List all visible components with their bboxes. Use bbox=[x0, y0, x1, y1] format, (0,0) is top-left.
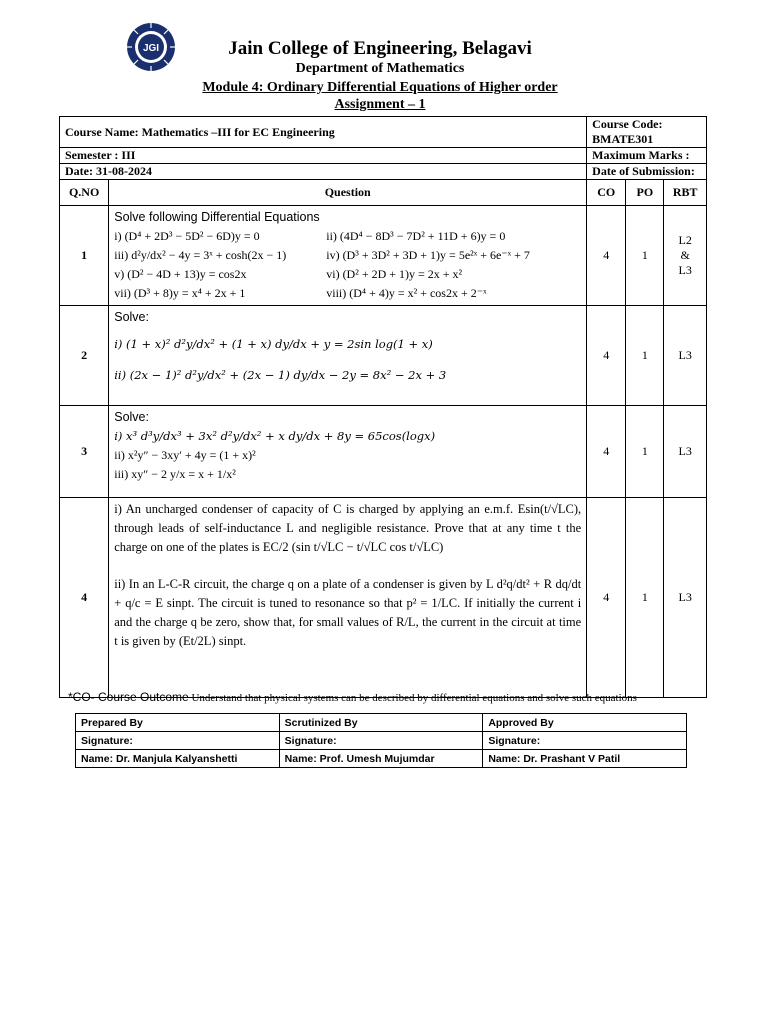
question-row-3 bbox=[60, 406, 707, 498]
q1-item-ii: ii) (4D⁴ − 8D³ − 7D² + 11D + 6)y = 0 bbox=[326, 229, 506, 243]
date-of-submission: Date of Submission: bbox=[587, 164, 707, 180]
department-name: Department of Mathematics bbox=[295, 61, 465, 76]
col-question: Question bbox=[109, 180, 587, 206]
co-4: 4 bbox=[587, 498, 626, 698]
q1-item-vi: vi) (D² + 2D + 1)y = 2x + x² bbox=[326, 267, 463, 281]
scrutinized-by: Scrutinized By bbox=[279, 714, 483, 732]
rbt-2: L3 bbox=[664, 306, 707, 406]
course-code: Course Code: BMATE301 bbox=[587, 117, 707, 148]
co-2: 4 bbox=[587, 306, 626, 406]
qno-4: 4 bbox=[60, 498, 109, 698]
qno-3: 3 bbox=[60, 406, 109, 498]
assignment-table bbox=[59, 116, 707, 698]
maximum-marks: Maximum Marks : bbox=[587, 148, 707, 164]
approved-by: Approved By bbox=[483, 714, 687, 732]
course-outcome-note bbox=[68, 690, 637, 704]
question-3-heading: Solve: bbox=[114, 410, 149, 424]
question-3 bbox=[109, 406, 587, 498]
q1-item-vii: vii) (D³ + 8)y = x⁴ + 2x + 1 bbox=[114, 286, 246, 300]
rbt-3: L3 bbox=[664, 406, 707, 498]
q1-item-viii: viii) (D⁴ + 4)y = x² + cos2x + 2⁻ˣ bbox=[326, 286, 487, 300]
col-rbt: RBT bbox=[664, 180, 707, 206]
q1-item-iv: iv) (D³ + 3D² + 3D + 1)y = 5e²ˣ + 6e⁻ˣ + 7 bbox=[326, 248, 530, 262]
question-row-1 bbox=[60, 206, 707, 306]
signature-2: Signature: bbox=[279, 732, 483, 750]
qno-2: 2 bbox=[60, 306, 109, 406]
question-1 bbox=[109, 206, 587, 306]
rbt-1: L2 & L3 bbox=[664, 206, 707, 306]
question-1-heading: Solve following Differential Equations bbox=[114, 210, 320, 224]
name-preparer: Name: Dr. Manjula Kalyanshetti bbox=[76, 750, 280, 768]
q1-item-v: v) (D² − 4D + 13)y = cos2x bbox=[114, 267, 247, 281]
q3-item-iii: iii) xy″ − 2 y/x = x + 1/x² bbox=[114, 467, 236, 481]
co-1: 4 bbox=[587, 206, 626, 306]
semester: Semester : III bbox=[60, 148, 587, 164]
q2-item-i: i) (1 + x)² d²y/dx² + (1 + x) dy/dx + y = 2sin log(1 + x) bbox=[114, 337, 433, 351]
rbt-4: L3 bbox=[664, 498, 707, 698]
course-outcome-label: *CO- Course Outcome bbox=[68, 690, 189, 704]
prepared-by: Prepared By bbox=[76, 714, 280, 732]
col-co: CO bbox=[587, 180, 626, 206]
signature-1: Signature: bbox=[76, 732, 280, 750]
question-row-4 bbox=[60, 498, 707, 698]
name-approver: Name: Dr. Prashant V Patil bbox=[483, 750, 687, 768]
q4-part-ii: ii) In an L-C-R circuit, the charge q on a plate of a condenser is given by L d²q/dt² + R dq/dt + q/c = E sinpt. The circuit is tuned to resonance so that p² = 1/LC. If initially the current i and the charge q be zero, show that, for small values of R/L, the current in the circuit at time t is given by (Et/2L) sinpt. bbox=[114, 577, 582, 648]
signature-table bbox=[75, 713, 687, 768]
question-row-2 bbox=[60, 306, 707, 406]
po-4: 1 bbox=[626, 498, 664, 698]
q4-part-i: i) An uncharged condenser of capacity of C is charged by applying an e.m.f. Esin(t/√LC), through leads of self-inductance L and negligible resistance. Prove that at any time t the charge on one of the plates is EC/2 (sin t/√LC − t/√LC cos t/√LC) bbox=[114, 502, 582, 554]
svg-text:JGI: JGI bbox=[142, 43, 160, 54]
q1-item-i: i) (D⁴ + 2D³ − 5D² − 6D)y = 0 bbox=[114, 229, 260, 243]
signature-3: Signature: bbox=[483, 732, 687, 750]
po-2: 1 bbox=[626, 306, 664, 406]
college-name: Jain College of Engineering, Belagavi bbox=[228, 38, 532, 59]
course-outcome-text: Understand that physical systems can be described by differential equations and solve such equations bbox=[191, 692, 637, 704]
q3-item-ii: ii) x²y″ − 3xy′ + 4y = (1 + x)² bbox=[114, 448, 256, 462]
col-po: PO bbox=[626, 180, 664, 206]
qno-1: 1 bbox=[60, 206, 109, 306]
date: Date: 31-08-2024 bbox=[60, 164, 587, 180]
q3-item-i: i) x³ d³y/dx³ + 3x² d²y/dx² + x dy/dx + 8y = 65cos(logx) bbox=[114, 429, 436, 443]
q1-item-iii: iii) d²y/dx² − 4y = 3ˣ + cosh(2x − 1) bbox=[114, 248, 287, 262]
po-3: 1 bbox=[626, 406, 664, 498]
name-scrutinizer: Name: Prof. Umesh Mujumdar bbox=[279, 750, 483, 768]
po-1: 1 bbox=[626, 206, 664, 306]
module-title: Module 4: Ordinary Differential Equations of Higher order bbox=[202, 80, 558, 95]
course-name: Course Name: Mathematics –III for EC Engineering bbox=[60, 117, 587, 148]
question-2-heading: Solve: bbox=[114, 310, 149, 324]
q2-item-ii: ii) (2x − 1)² d²y/dx² + (2x − 1) dy/dx − 2y = 8x² − 2x + 3 bbox=[114, 368, 447, 382]
col-qno: Q.NO bbox=[60, 180, 109, 206]
question-4 bbox=[109, 498, 587, 698]
assignment-title: Assignment – 1 bbox=[334, 97, 426, 112]
co-3: 4 bbox=[587, 406, 626, 498]
question-2 bbox=[109, 306, 587, 406]
